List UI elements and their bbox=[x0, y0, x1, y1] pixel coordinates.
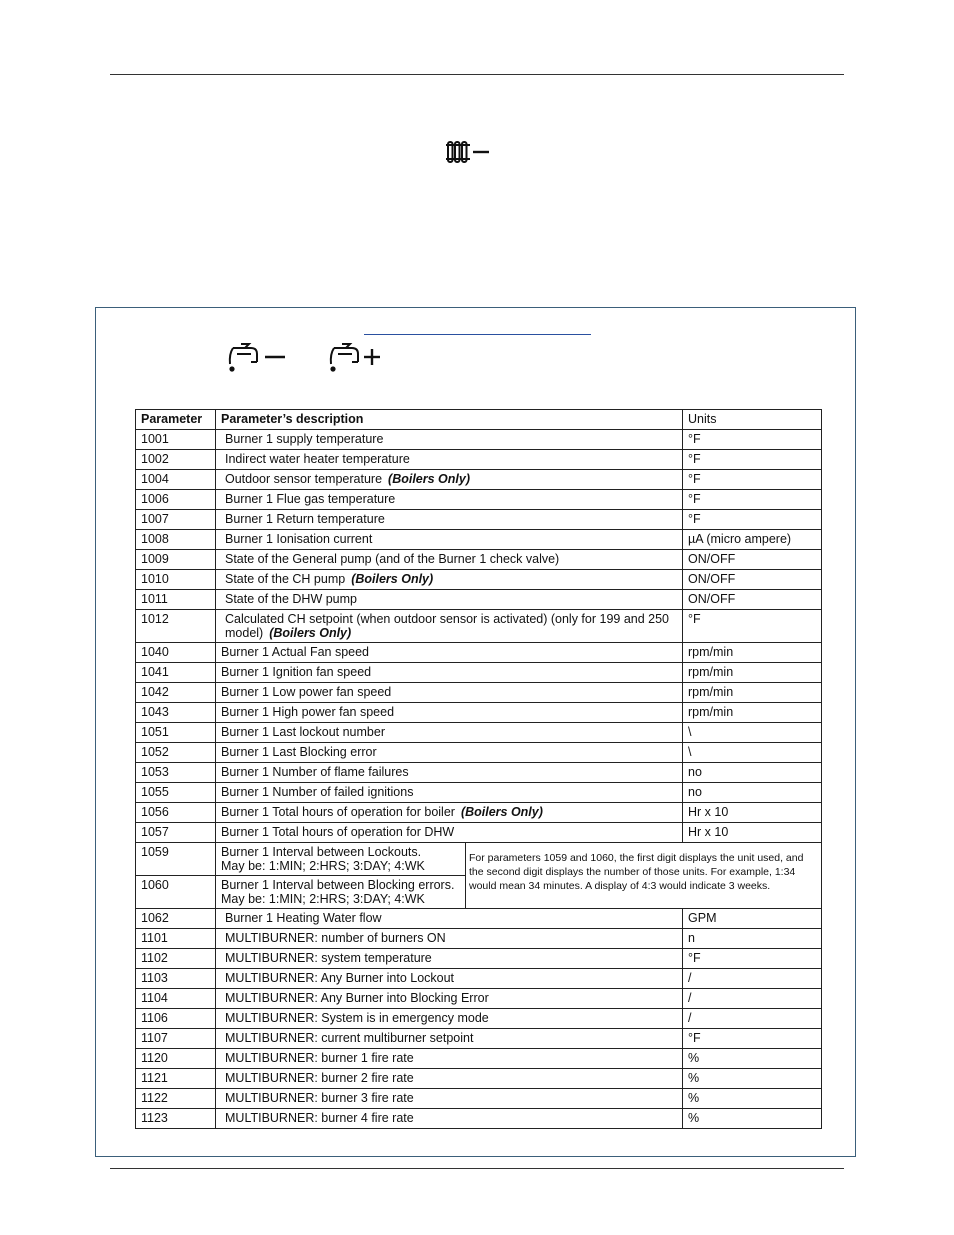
table-row bbox=[136, 703, 822, 723]
param-cell: 1012 bbox=[136, 610, 216, 643]
param-cell: 1120 bbox=[136, 1049, 216, 1069]
param-cell: 1001 bbox=[136, 430, 216, 450]
table-row bbox=[136, 743, 822, 763]
units-cell: °F bbox=[683, 450, 822, 470]
desc-text: State of the CH pump bbox=[225, 572, 346, 586]
desc-cell bbox=[216, 530, 683, 550]
table-row bbox=[136, 843, 822, 876]
units-cell: % bbox=[683, 1089, 822, 1109]
desc-cell bbox=[216, 1029, 683, 1049]
desc-cell bbox=[216, 989, 683, 1009]
desc-cell bbox=[216, 743, 683, 763]
desc-line: Burner 1 Interval between Blocking errors. bbox=[221, 878, 455, 892]
desc-cell bbox=[216, 490, 683, 510]
desc-text: MULTIBURNER: burner 2 fire rate bbox=[225, 1071, 414, 1085]
desc-cell bbox=[216, 450, 683, 470]
param-cell: 1104 bbox=[136, 989, 216, 1009]
desc-text: Burner 1 High power fan speed bbox=[221, 705, 395, 719]
desc-note: (Boilers Only) bbox=[460, 805, 543, 819]
desc-text: Burner 1 Total hours of operation for DHW bbox=[221, 825, 455, 839]
table-row bbox=[136, 909, 822, 929]
units-cell: / bbox=[683, 989, 822, 1009]
desc-cell bbox=[216, 610, 683, 643]
desc-text: Burner 1 Number of failed ignitions bbox=[221, 785, 414, 799]
desc-cell bbox=[216, 876, 466, 909]
table-row bbox=[136, 470, 822, 490]
table-row bbox=[136, 823, 822, 843]
desc-text: Burner 1 Last Blocking error bbox=[221, 745, 377, 759]
desc-cell bbox=[216, 1049, 683, 1069]
param-cell: 1052 bbox=[136, 743, 216, 763]
param-cell: 1106 bbox=[136, 1009, 216, 1029]
desc-cell bbox=[216, 550, 683, 570]
desc-line: May be: 1:MIN; 2:HRS; 3:DAY; 4:WK bbox=[221, 859, 425, 873]
radiator-minus-icon bbox=[445, 138, 491, 166]
desc-text: Calculated CH setpoint (when outdoor sensor is activated) (only for 199 and 250 model) bbox=[225, 612, 670, 640]
table-row bbox=[136, 530, 822, 550]
desc-cell bbox=[216, 763, 683, 783]
desc-text: Outdoor sensor temperature bbox=[225, 472, 383, 486]
param-cell: 1060 bbox=[136, 876, 216, 909]
desc-text: MULTIBURNER: Any Burner into Blocking Error bbox=[225, 991, 489, 1005]
units-cell: °F bbox=[683, 430, 822, 450]
units-cell: no bbox=[683, 783, 822, 803]
desc-cell bbox=[216, 949, 683, 969]
units-cell: Hr x 10 bbox=[683, 823, 822, 843]
param-cell: 1051 bbox=[136, 723, 216, 743]
units-cell: n bbox=[683, 929, 822, 949]
units-cell: / bbox=[683, 969, 822, 989]
table-row bbox=[136, 1029, 822, 1049]
desc-cell bbox=[216, 510, 683, 530]
param-cell: 1008 bbox=[136, 530, 216, 550]
param-cell: 1103 bbox=[136, 969, 216, 989]
units-cell: % bbox=[683, 1109, 822, 1129]
desc-text: Burner 1 Number of flame failures bbox=[221, 765, 409, 779]
units-cell: ON/OFF bbox=[683, 570, 822, 590]
param-cell: 1057 bbox=[136, 823, 216, 843]
link-underline bbox=[364, 334, 591, 335]
units-cell: °F bbox=[683, 470, 822, 490]
desc-text: Burner 1 Actual Fan speed bbox=[221, 645, 370, 659]
table-row bbox=[136, 570, 822, 590]
tap-plus-icon bbox=[328, 340, 388, 374]
units-cell: / bbox=[683, 1009, 822, 1029]
table-row bbox=[136, 490, 822, 510]
desc-cell bbox=[216, 470, 683, 490]
desc-note: (Boilers Only) bbox=[269, 626, 352, 640]
table-row bbox=[136, 430, 822, 450]
desc-text: Burner 1 Heating Water flow bbox=[225, 911, 382, 925]
desc-cell bbox=[216, 1109, 683, 1129]
table-row bbox=[136, 783, 822, 803]
units-cell: ON/OFF bbox=[683, 590, 822, 610]
param-cell: 1002 bbox=[136, 450, 216, 470]
table-row bbox=[136, 989, 822, 1009]
units-cell: °F bbox=[683, 949, 822, 969]
desc-text: State of the General pump (and of the Burner 1 check valve) bbox=[225, 552, 560, 566]
table-row bbox=[136, 1089, 822, 1109]
desc-cell bbox=[216, 909, 683, 929]
param-cell: 1006 bbox=[136, 490, 216, 510]
param-cell: 1123 bbox=[136, 1109, 216, 1129]
param-cell: 1062 bbox=[136, 909, 216, 929]
desc-text: Burner 1 supply temperature bbox=[225, 432, 384, 446]
desc-cell bbox=[216, 663, 683, 683]
units-cell: rpm/min bbox=[683, 683, 822, 703]
desc-text: MULTIBURNER: burner 3 fire rate bbox=[225, 1091, 414, 1105]
header-units: Units bbox=[683, 410, 822, 430]
desc-cell bbox=[216, 683, 683, 703]
interval-note: For parameters 1059 and 1060, the first digit displays the unit used, and the second digit displays the number of those units. For example, 1:34 would mean 34 minutes. A display of 4:3 would indicate 3 weeks. bbox=[466, 843, 822, 909]
table-header-row bbox=[136, 410, 822, 430]
units-cell: % bbox=[683, 1069, 822, 1089]
parameter-table bbox=[135, 409, 822, 1129]
units-cell: GPM bbox=[683, 909, 822, 929]
desc-text: MULTIBURNER: Any Burner into Lockout bbox=[225, 971, 455, 985]
desc-text: Indirect water heater temperature bbox=[225, 452, 410, 466]
desc-cell bbox=[216, 823, 683, 843]
table-row bbox=[136, 663, 822, 683]
desc-cell bbox=[216, 803, 683, 823]
param-cell: 1102 bbox=[136, 949, 216, 969]
param-cell: 1009 bbox=[136, 550, 216, 570]
units-cell: Hr x 10 bbox=[683, 803, 822, 823]
units-cell: rpm/min bbox=[683, 663, 822, 683]
desc-cell bbox=[216, 843, 466, 876]
param-cell: 1043 bbox=[136, 703, 216, 723]
param-cell: 1004 bbox=[136, 470, 216, 490]
desc-cell bbox=[216, 723, 683, 743]
desc-cell bbox=[216, 430, 683, 450]
param-cell: 1055 bbox=[136, 783, 216, 803]
units-cell: no bbox=[683, 763, 822, 783]
tap-minus-icon bbox=[227, 340, 287, 374]
header-description: Parameter’s description bbox=[216, 410, 683, 430]
table-row bbox=[136, 1069, 822, 1089]
param-cell: 1010 bbox=[136, 570, 216, 590]
table-row bbox=[136, 683, 822, 703]
desc-note: (Boilers Only) bbox=[351, 572, 434, 586]
desc-text: Burner 1 Low power fan speed bbox=[221, 685, 392, 699]
units-cell: \ bbox=[683, 723, 822, 743]
param-cell: 1042 bbox=[136, 683, 216, 703]
header-parameter: Parameter bbox=[136, 410, 216, 430]
units-cell: % bbox=[683, 1049, 822, 1069]
desc-text: Burner 1 Total hours of operation for boiler bbox=[221, 805, 455, 819]
desc-cell bbox=[216, 703, 683, 723]
units-cell: ON/OFF bbox=[683, 550, 822, 570]
param-cell: 1041 bbox=[136, 663, 216, 683]
table-row bbox=[136, 723, 822, 743]
desc-text: MULTIBURNER: system temperature bbox=[225, 951, 432, 965]
desc-text: Burner 1 Last lockout number bbox=[221, 725, 385, 739]
desc-text: MULTIBURNER: current multiburner setpoint bbox=[225, 1031, 474, 1045]
table-row bbox=[136, 949, 822, 969]
param-cell: 1053 bbox=[136, 763, 216, 783]
units-cell: \ bbox=[683, 743, 822, 763]
desc-line: May be: 1:MIN; 2:HRS; 3:DAY; 4:WK bbox=[221, 892, 425, 906]
param-cell: 1122 bbox=[136, 1089, 216, 1109]
desc-cell bbox=[216, 643, 683, 663]
desc-text: Burner 1 Ionisation current bbox=[225, 532, 373, 546]
table-row bbox=[136, 803, 822, 823]
desc-text: MULTIBURNER: burner 4 fire rate bbox=[225, 1111, 414, 1125]
table-row bbox=[136, 1049, 822, 1069]
desc-cell bbox=[216, 590, 683, 610]
desc-text: MULTIBURNER: System is in emergency mode bbox=[225, 1011, 489, 1025]
desc-cell bbox=[216, 1089, 683, 1109]
table-row bbox=[136, 929, 822, 949]
footer-rule bbox=[110, 1168, 844, 1169]
param-cell: 1040 bbox=[136, 643, 216, 663]
table-row bbox=[136, 643, 822, 663]
desc-text: Burner 1 Ignition fan speed bbox=[221, 665, 372, 679]
param-cell: 1121 bbox=[136, 1069, 216, 1089]
desc-text: State of the DHW pump bbox=[225, 592, 358, 606]
units-cell: rpm/min bbox=[683, 703, 822, 723]
desc-text: MULTIBURNER: burner 1 fire rate bbox=[225, 1051, 414, 1065]
desc-cell bbox=[216, 929, 683, 949]
desc-cell bbox=[216, 783, 683, 803]
param-cell: 1011 bbox=[136, 590, 216, 610]
units-cell: °F bbox=[683, 610, 822, 643]
units-cell: µA (micro ampere) bbox=[683, 530, 822, 550]
desc-cell bbox=[216, 570, 683, 590]
desc-cell bbox=[216, 1009, 683, 1029]
desc-line: Burner 1 Interval between Lockouts. bbox=[221, 845, 422, 859]
table-row bbox=[136, 1109, 822, 1129]
units-cell: °F bbox=[683, 510, 822, 530]
desc-text: Burner 1 Flue gas temperature bbox=[225, 492, 396, 506]
param-cell: 1056 bbox=[136, 803, 216, 823]
table-row bbox=[136, 550, 822, 570]
table-row bbox=[136, 450, 822, 470]
header-rule bbox=[110, 74, 844, 75]
param-cell: 1101 bbox=[136, 929, 216, 949]
desc-note: (Boilers Only) bbox=[388, 472, 470, 486]
table-row bbox=[136, 610, 822, 643]
desc-text: MULTIBURNER: number of burners ON bbox=[225, 931, 446, 945]
table-row bbox=[136, 590, 822, 610]
units-cell: rpm/min bbox=[683, 643, 822, 663]
desc-text: Burner 1 Return temperature bbox=[225, 512, 385, 526]
units-cell: °F bbox=[683, 1029, 822, 1049]
table-row bbox=[136, 969, 822, 989]
desc-cell bbox=[216, 969, 683, 989]
param-cell: 1059 bbox=[136, 843, 216, 876]
param-cell: 1007 bbox=[136, 510, 216, 530]
table-row bbox=[136, 510, 822, 530]
table-row bbox=[136, 1009, 822, 1029]
desc-cell bbox=[216, 1069, 683, 1089]
table-row bbox=[136, 763, 822, 783]
units-cell: °F bbox=[683, 490, 822, 510]
param-cell: 1107 bbox=[136, 1029, 216, 1049]
